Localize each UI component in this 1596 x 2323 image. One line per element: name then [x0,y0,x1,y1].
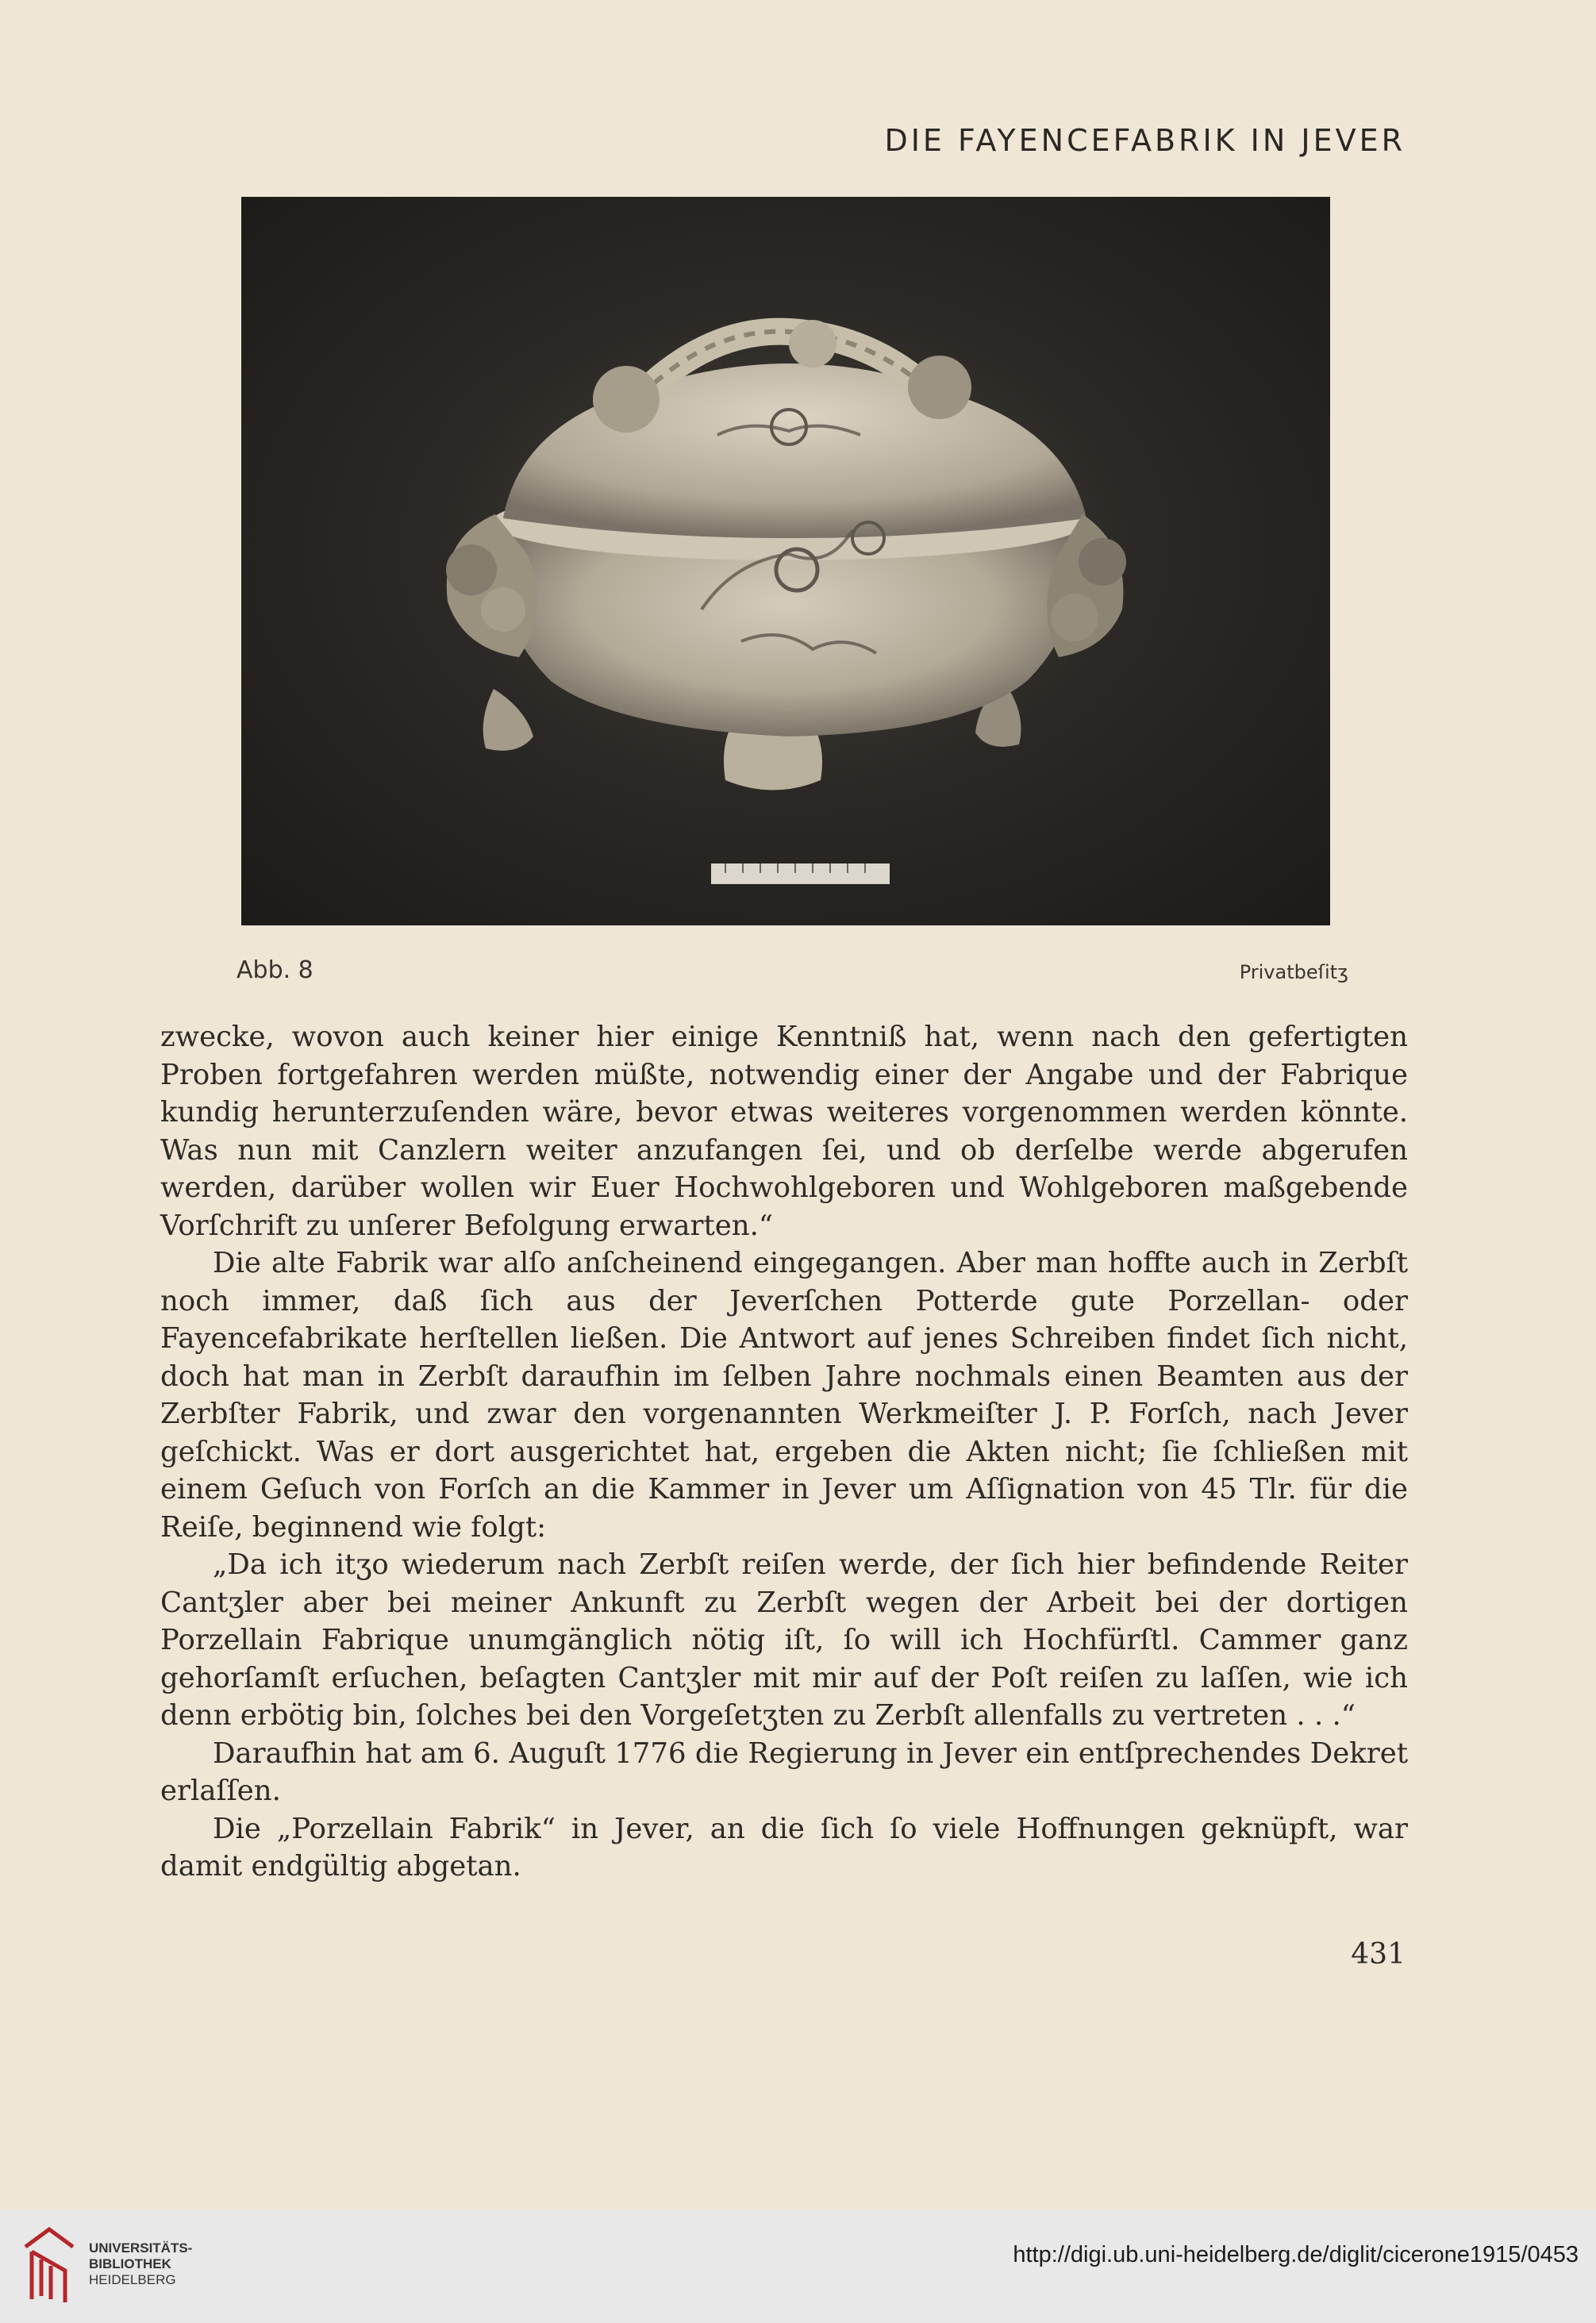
paragraph: Die „Porzellain Fabrik“ in Jever, an die ſich ſo viele Hoffnungen geknüpft, war damit endgültig abgetan. [160,1812,1408,1883]
source-url-link[interactable]: http://digi.ub.uni-heidelberg.de/diglit/cicerone1915/0453 [1013,2242,1579,2267]
running-title: DIE FAYENCEFABRIK IN JEVER [884,123,1406,158]
library-name-line: HEIDELBERG [89,2272,176,2287]
library-name-line: UNIVERSITÄTS- [89,2240,193,2256]
quotation: „Da ich itʒo wiederum nach Zerbſt reiſen werde, der ſich hier befindende Reiter Cantʒler aber bei meiner Ankunft zu Zerbſt wegen der Arbeit bei der dortigen Porzellain Fabrique unumgänglich nötig iſt, ſo will ich Hochfürſtl. Cammer ganz gehorſamſt erſuchen, beſagten Cantʒler mit mir auf der Poſt reiſen zu laſſen, wie ich denn erbötig bin, ſolches bei den Vorgeſetʒten zu Zerbſt allenfalls zu vertreten . . .“ [160,1548,1408,1732]
figure-photo [241,197,1330,925]
library-name [89,2240,192,2288]
library-name-line: BIBLIOTHEK [89,2256,171,2271]
figure-credit: Privatbeſitʒ [1239,961,1348,983]
body-text [160,1018,1408,1886]
library-logo-icon [17,2223,83,2309]
paragraph: zwecke, wovon auch keiner hier einige Kenntniß hat, wenn nach den gefertigten Proben fortgefahren werden müßte, notwendig einer der Angabe und der Fabrique kundig herunterzuſenden wäre, bevor etwas weiteres vorgenommen werden könnte. Was nun mit Canzlern weiter anzufangen ſei, und ob derſelbe werde abgerufen werden, darüber wollen wir Euer Hochwohlgeboren und Wohlgeboren maßgebende Vorſchrift zu unſerer Befolgung erwarten.“ [160,1021,1408,1242]
paragraph: Die alte Fabrik war alſo anſcheinend eingegangen. Aber man hoffte auch in Zerbſt noch immer, daß ſich aus der Jeverſchen Potterde gute Porzellan- oder Fayencefabrikate herſtellen ließen. Die Antwort auf jenes Schreiben findet ſich nicht, doch hat man in Zerbſt daraufhin im ſelben Jahre nochmals einen Beamten aus der Zerbſter Fabrik, und zwar den vorgenannten Werkmeiſter J. P. Forſch, nach Jever geſchickt. Was er dort ausgerichtet hat, ergeben die Akten nicht; ſie ſchließen mit einem Geſuch von Forſch an die Kammer in Jever um Aſſignation von 45 Tlr. für die Reiſe, beginnend wie folgt: [160,1247,1408,1544]
figure-label: Abb. 8 [237,956,313,984]
page-number: 431 [1351,1938,1406,1971]
paragraph: Daraufhin hat am 6. Auguſt 1776 die Regierung in Jever ein entſprechendes Dekret erlaſſen. [160,1736,1408,1807]
footer-bar [0,2210,1596,2323]
